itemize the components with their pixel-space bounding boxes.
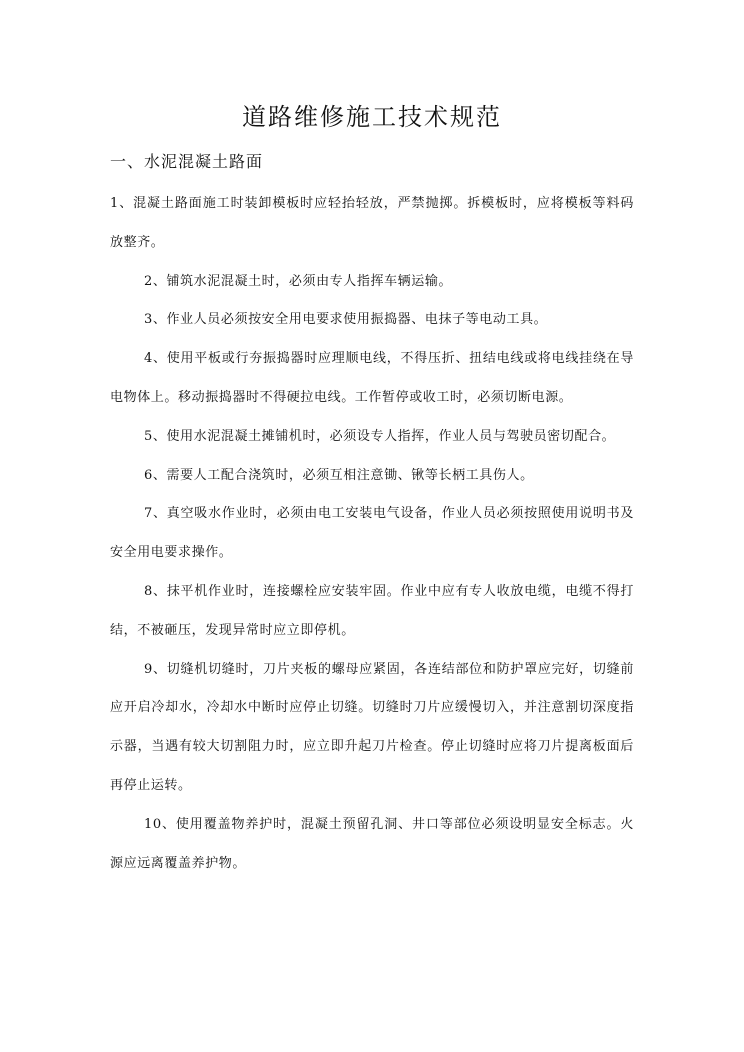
- section-heading: 一、水泥混凝土路面: [110, 152, 264, 171]
- paragraph-7: 7、真空吸水作业时，必须由电工安装电气设备，作业人员必须按照使用说明书及安全用电要求操作。: [110, 506, 634, 561]
- document-title: 道路维修施工技术规范: [242, 103, 502, 131]
- paragraph-10: 10、使用覆盖物养护时，混凝土预留孔洞、井口等部位必须设明显安全标志。火源应远离覆盖养护物。: [110, 816, 634, 871]
- document-body: [110, 185, 634, 883]
- paragraph-4: 4、使用平板或行夯振捣器时应理顺电线，不得压折、扭结电线或将电线挂绕在导电物体上。移动振捣器时不得硬拉电线。工作暂停或收工时，必须切断电源。: [110, 351, 634, 405]
- paragraph-6: 6、需要人工配合浇筑时，必须互相注意锄、锹等长柄工具伤人。: [144, 467, 534, 483]
- paragraph-2: 2、铺筑水泥混凝土时，必须由专人指挥车辆运输。: [144, 273, 453, 289]
- paragraph-9: 9、切缝机切缝时，刀片夹板的螺母应紧固，各连结部位和防护罩应完好，切缝前应开启冷却水，冷却水中断时应停止切缝。切缝时刀片应缓慢切入，并注意割切深度指示器，当遇有较大切割阻力时，应立即升起刀片检查。停止切缝时应将刀片提离板面后再停止运转。: [110, 661, 634, 793]
- paragraph-8: 8、抹平机作业时，连接螺栓应安装牢固。作业中应有专人收放电缆，电缆不得打结，不被砸压，发现异常时应立即停机。: [110, 583, 634, 638]
- paragraph-1: 1、混凝土路面施工时装卸模板时应轻抬轻放，严禁抛掷。拆模板时，应将模板等料码放整齐。: [110, 196, 634, 250]
- paragraph-3: 3、作业人员必须按安全用电要求使用振捣器、电抹子等电动工具。: [144, 312, 548, 328]
- paragraph-5: 5、使用水泥混凝土摊铺机时，必须设专人指挥，作业人员与驾驶员密切配合。: [144, 428, 616, 444]
